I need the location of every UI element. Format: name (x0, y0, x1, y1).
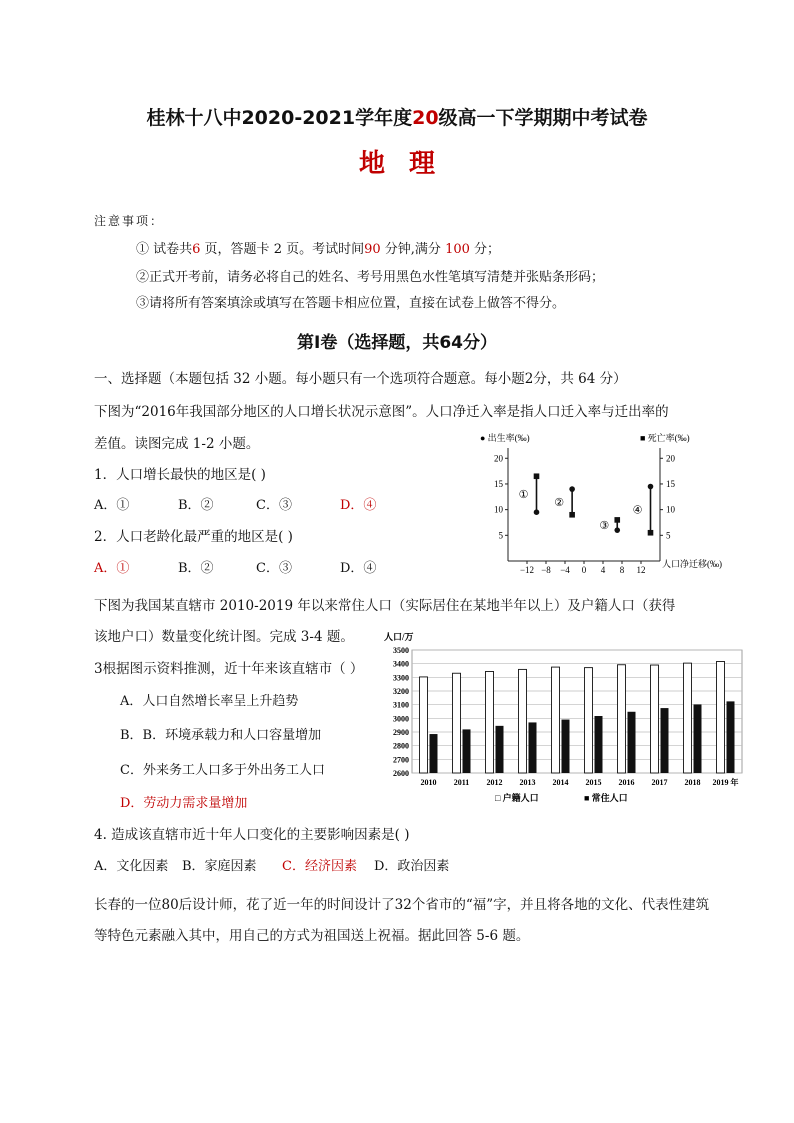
chart1-right-tick-label: 20 (666, 453, 675, 464)
q1-option-a: A．① (94, 498, 130, 513)
chart2-x-tick-label: 2014 (552, 778, 569, 787)
q1-stem: 1．人口增长最快的地区是( ) (94, 467, 266, 483)
chart1-x-tick-label: −4 (560, 565, 570, 575)
chart2-bar-hukou (618, 665, 626, 773)
notice-item-2: ②正式开考前，请务必将自己的姓名、考号用黑色水性笔填写清楚并张贴条形码； (136, 270, 605, 285)
q1-option-c: C．③ (256, 498, 292, 513)
chart1-x-tick-label: 4 (600, 565, 606, 575)
group1-stem-line1: 下图为“2016年我国部分地区的人口增长状况示意图”。人口净迁入率是指人口迁入率与迁出率的 (94, 404, 669, 420)
q3-option-d: D．劳动力需求量增加 (120, 796, 248, 811)
chart2-bar-changzhu (595, 716, 603, 773)
q3-option-b: B．B．环境承载力和人口容量增加 (120, 728, 322, 743)
chart2-x-tick-label: 2015 (585, 778, 602, 787)
chart2-legend-hukou: □ 户籍人口 (495, 793, 539, 803)
chart2-y-tick-label: 2600 (393, 769, 409, 778)
chart2-x-tick-label: 2013 (519, 778, 536, 787)
chart1-region-label: ② (554, 496, 565, 509)
chart2-plot-frame (412, 650, 742, 773)
q1-option-b: B．② (178, 498, 214, 513)
chart1-right-tick-label: 5 (666, 530, 671, 541)
chart1-region-label: ④ (632, 504, 643, 517)
exam-title (0, 103, 794, 130)
chart1-birth-rate-point (534, 509, 540, 515)
chart1-x-tick-label: −12 (519, 565, 535, 575)
notice-item-1: ① 试卷共6 页，答题卡 2 页。考试时间90 分钟,满分 100 分； (136, 242, 501, 257)
chart2-y-label: 人口/万 (384, 632, 414, 642)
chart2-bar-changzhu (430, 734, 438, 773)
q3-option-a: A．人口自然增长率呈上升趋势 (120, 694, 299, 709)
q2-option-c: C．③ (256, 561, 292, 576)
chart2-bar-changzhu (628, 712, 636, 773)
q4-option-d: D．政治因素 (374, 859, 450, 874)
section-intro: 一、选择题（本题包括 32 小题。每小题只有一个选项符合题意。每小题2分，共 64 分） (94, 371, 627, 387)
chart1-x-tick-label: 12 (636, 565, 646, 575)
chart2-x-tick-label: 2012 (486, 778, 503, 787)
chart2-y-tick-label: 3000 (393, 714, 409, 724)
chart1-death-rate-point (569, 512, 575, 518)
chart1-x-tick-label: 0 (581, 565, 587, 575)
chart2-legend-changzhu: ■ 常住人口 (584, 793, 628, 803)
chart2-bar-hukou (585, 668, 593, 773)
q1-option-d: D．④ (340, 498, 377, 513)
chart1-x-tick-label: −8 (541, 565, 551, 575)
chart2-x-tick-label: 2016 (618, 778, 635, 787)
q2-option-a: A．① (94, 561, 130, 576)
chart1-left-tick-label: 10 (494, 504, 503, 515)
subject-title: 地理 (358, 149, 459, 179)
chart-city-population (380, 628, 752, 808)
chart2-bar-hukou (486, 671, 494, 773)
group2-stem-line1: 下图为我国某直辖市 2010-2019 年以来常住人口（实际居住在某地半年以上）及户籍人口（获得 (94, 598, 676, 614)
chart1-left-tick-label: 20 (494, 453, 503, 464)
group1-stem-line2: 差值。读图完成 1-2 小题。 (94, 436, 260, 452)
chart2-bar-hukou (420, 677, 428, 773)
chart2-x-tick-label: 2010 (420, 778, 437, 787)
chart2-bar-changzhu (727, 701, 735, 773)
chart1-death-rate-point (648, 530, 654, 536)
chart2-bar-hukou (552, 667, 560, 773)
chart1-right-tick-label: 10 (666, 504, 675, 515)
chart1-region-label: ① (518, 489, 529, 502)
chart2-y-tick-label: 3200 (393, 687, 409, 696)
chart2-y-tick-label: 2700 (393, 755, 409, 765)
chart2-bar-changzhu (661, 708, 669, 773)
chart1-birth-rate-point (569, 486, 575, 492)
chart1-region-label: ③ (599, 520, 610, 533)
chart1-birth-rate-point (614, 527, 620, 533)
chart2-bar-hukou (684, 663, 692, 773)
chart1-left-tick-label: 5 (498, 530, 503, 541)
q3-stem: 3根据图示资料推测，近十年来该直辖市（ ） (94, 661, 364, 677)
chart2-x-tick-label: 2017 (651, 778, 668, 787)
chart1-death-rate-point (614, 517, 620, 523)
q3-option-c: C．外来务工人口多于外出务工人口 (120, 763, 325, 778)
q2-stem: 2．人口老龄化最严重的地区是( ) (94, 529, 293, 545)
group2-stem-line2: 该地户口）数量变化统计图。完成 3-4 题。 (94, 629, 354, 645)
chart2-bar-changzhu (562, 720, 570, 773)
group3-line2: 等特色元素融入其中，用自己的方式为祖国送上祝福。据此回答 5-6 题。 (94, 928, 530, 944)
chart2-y-tick-label: 2900 (393, 728, 409, 737)
chart1-right-legend: ■ 死亡率(‰) (640, 433, 690, 443)
chart1-x-tick-label: 8 (619, 565, 625, 575)
q4-option-b: B．家庭因素 (182, 859, 257, 874)
chart2-y-tick-label: 3500 (393, 646, 409, 655)
title-grade: 20 (412, 107, 439, 129)
chart2-bar-hukou (717, 661, 725, 773)
chart2-y-tick-label: 3100 (393, 700, 409, 710)
chart2-y-tick-label: 3400 (393, 659, 409, 669)
chart-population-growth (474, 428, 774, 576)
chart1-x-label: 人口净迁移(‰) (662, 559, 722, 569)
chart2-bar-hukou (651, 665, 659, 773)
chart2-bar-hukou (519, 669, 527, 773)
chart1-birth-rate-point (648, 484, 654, 490)
chart2-y-tick-label: 2800 (393, 741, 409, 751)
chart2-bar-changzhu (463, 729, 471, 773)
notice-item-3: ③请将所有答案填涂或填写在答题卡相应位置，直接在试卷上做答不得分。 (136, 296, 566, 311)
chart2-bar-changzhu (529, 722, 537, 773)
title-prefix: 桂林十八中2020-2021学年度 (146, 107, 413, 129)
chart2-bar-changzhu (496, 726, 504, 773)
chart1-right-tick-label: 15 (666, 478, 675, 489)
group3-line1: 长春的一位80后设计师，花了近一年的时间设计了32个省市的“福”字，并且将各地的文化、代表性建筑 (94, 897, 710, 913)
chart2-bar-changzhu (694, 704, 702, 773)
chart1-left-tick-label: 15 (494, 478, 503, 489)
chart2-y-tick-label: 3300 (393, 673, 409, 683)
q4-option-c: C．经济因素 (282, 859, 357, 874)
chart2-x-tick-label: 2011 (453, 778, 470, 787)
title-suffix: 级高一下学期期中考试卷 (438, 107, 648, 129)
q4-option-a: A．文化因素 (94, 859, 169, 874)
chart1-left-legend: ● 出生率(‰) (480, 433, 530, 443)
q2-option-b: B．② (178, 561, 214, 576)
chart1-death-rate-point (534, 473, 540, 479)
chart2-x-tick-label: 2018 (684, 778, 701, 787)
chart2-bar-hukou (453, 673, 461, 773)
chart2-x-tick-label: 2019 年 (712, 778, 739, 787)
notice-heading: 注意事项： (94, 214, 165, 228)
section-title: 第Ⅰ卷（选择题，共64分） (297, 333, 497, 353)
q2-option-d: D．④ (340, 561, 377, 576)
q4-stem: 4. 造成该直辖市近十年人口变化的主要影响因素是( ) (94, 827, 410, 843)
